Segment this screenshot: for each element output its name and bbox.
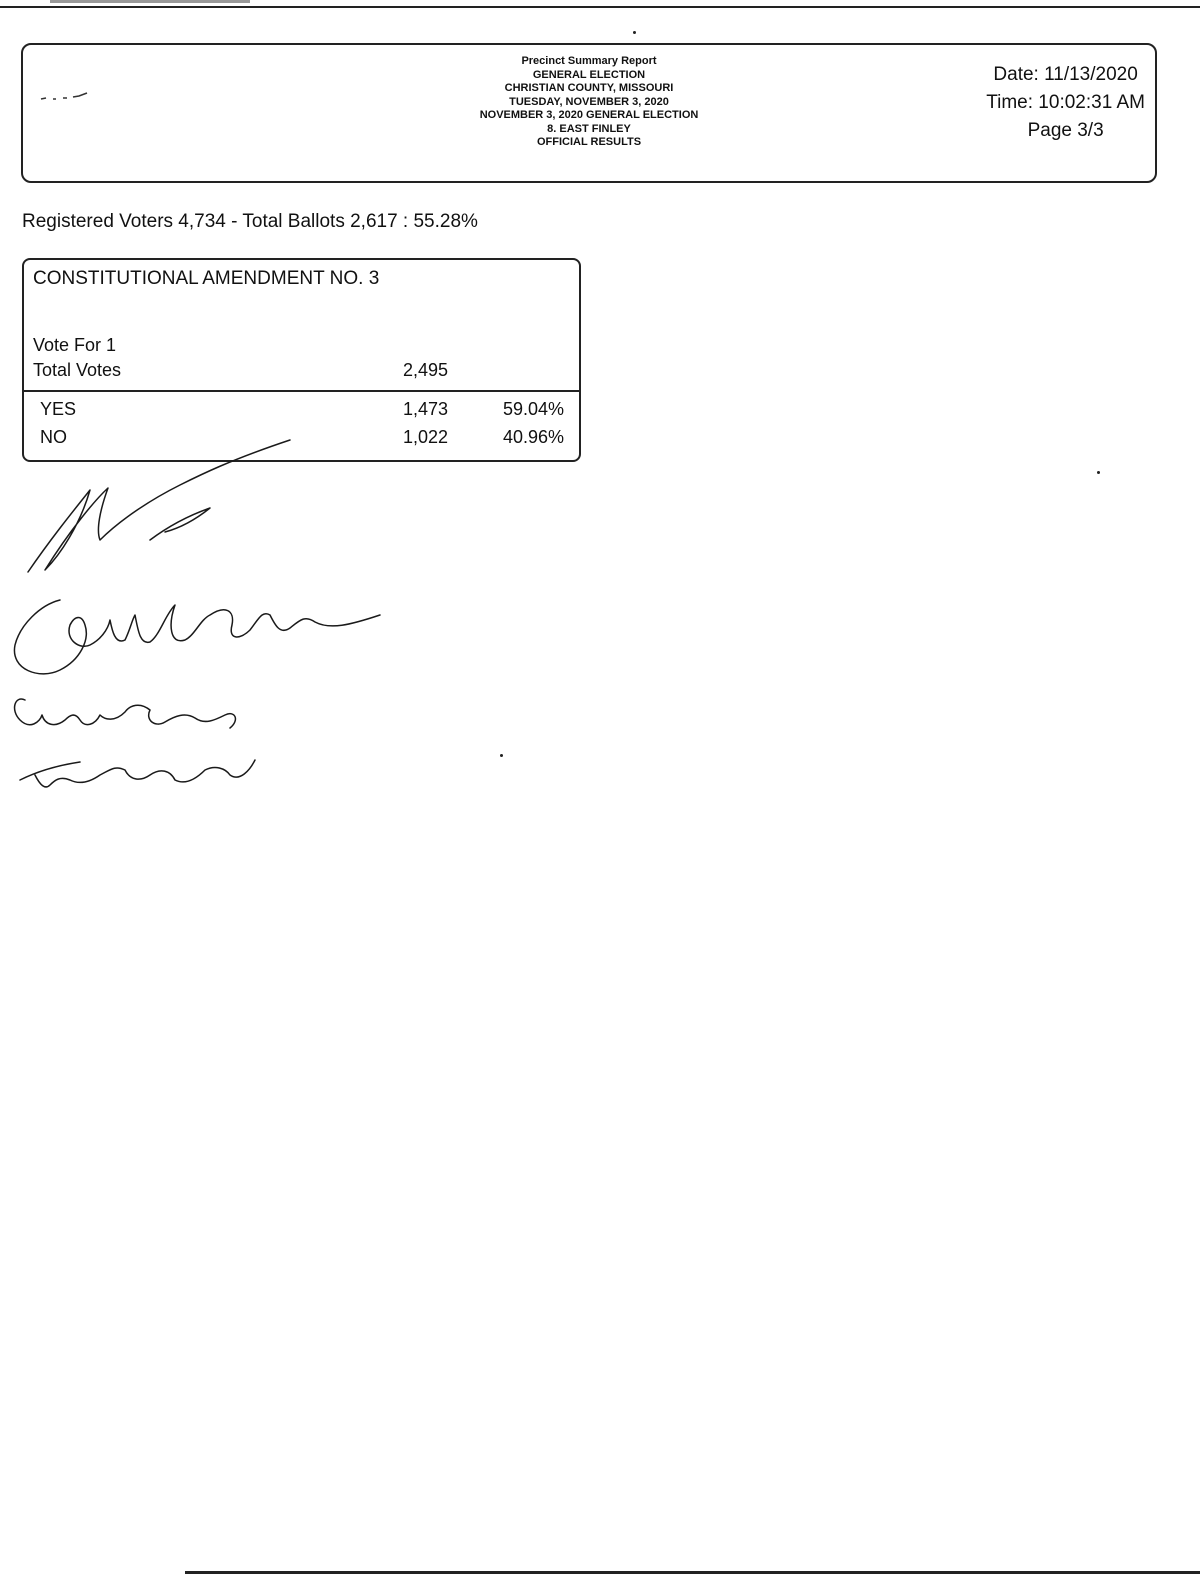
scan-speck bbox=[500, 754, 503, 757]
report-time: Time: 10:02:31 AM bbox=[986, 92, 1145, 113]
scan-speck bbox=[633, 31, 636, 34]
header-line: GENERAL ELECTION bbox=[532, 68, 646, 81]
choice-row bbox=[24, 399, 579, 425]
choice-percent: 40.96% bbox=[502, 427, 564, 447]
scan-smudge bbox=[50, 0, 250, 3]
scan-speck bbox=[1097, 471, 1100, 474]
choice-votes: 1,022 bbox=[402, 427, 448, 447]
contest-divider bbox=[24, 390, 579, 392]
choice-votes: 1,473 bbox=[402, 399, 448, 419]
signature-4 bbox=[20, 760, 255, 787]
report-date: Date: 11/13/2020 bbox=[993, 64, 1138, 85]
report-header-title-block bbox=[23, 55, 1155, 150]
choice-percent: 59.04% bbox=[502, 399, 564, 419]
header-line: TUESDAY, NOVEMBER 3, 2020 bbox=[509, 95, 669, 108]
header-line: Precinct Summary Report bbox=[521, 55, 657, 67]
vote-for-label: Vote For 1 bbox=[33, 335, 117, 355]
total-votes-label: Total Votes bbox=[33, 360, 122, 380]
report-header bbox=[21, 43, 1157, 183]
turnout-summary: Registered Voters 4,734 - Total Ballots 2,617 : 55.28% bbox=[22, 211, 478, 232]
signature-1 bbox=[28, 440, 290, 572]
header-line: NOVEMBER 3, 2020 GENERAL ELECTION bbox=[479, 109, 699, 121]
signatures-area bbox=[0, 430, 420, 810]
signature-3 bbox=[15, 699, 236, 728]
report-meta bbox=[986, 61, 1145, 145]
scan-edge-line-top bbox=[0, 6, 1200, 8]
choice-name: NO bbox=[40, 427, 67, 447]
contest-title: CONSTITUTIONAL AMENDMENT NO. 3 bbox=[33, 268, 380, 289]
header-line: CHRISTIAN COUNTY, MISSOURI bbox=[504, 82, 674, 94]
header-line: OFFICIAL RESULTS bbox=[536, 136, 642, 148]
header-line: 8. EAST FINLEY bbox=[547, 122, 631, 135]
scan-edge-line-bottom bbox=[185, 1571, 1200, 1574]
signature-2 bbox=[14, 600, 380, 674]
report-page-number: Page 3/3 bbox=[1027, 120, 1104, 141]
total-votes-value: 2,495 bbox=[402, 360, 448, 380]
choice-name: YES bbox=[40, 399, 77, 419]
